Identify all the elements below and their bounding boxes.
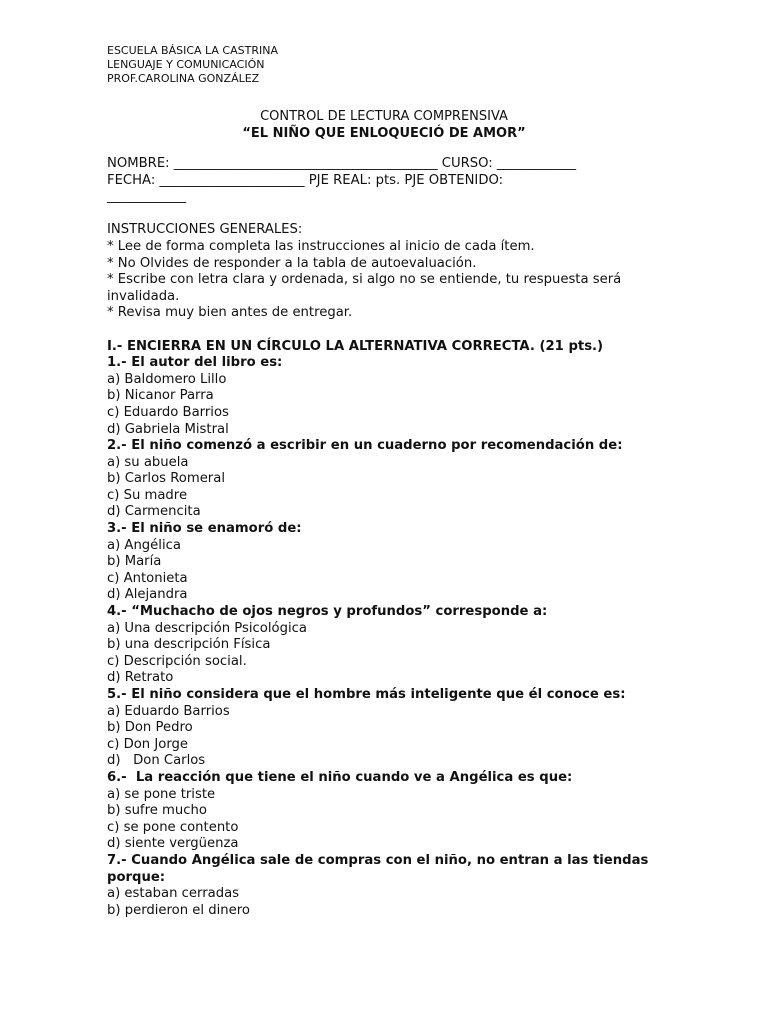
option: a) estaban cerradas	[107, 886, 240, 902]
question-4: 4.- “Muchacho de ojos negros y profundos” corresponde a:	[107, 604, 548, 620]
option: a) su abuela	[107, 454, 189, 470]
option: c) Antonieta	[107, 570, 188, 586]
question-1: 1.- El autor del libro es:	[107, 355, 283, 371]
document-header	[107, 44, 278, 86]
instruction-item: * Escribe con letra clara y ordenada, si algo no se entiende, tu respuesta será invalidada.	[107, 272, 622, 304]
form-line-score: ____________	[107, 189, 187, 205]
option: b) Don Pedro	[107, 720, 193, 736]
school-name: ESCUELA BÁSICA LA CASTRINA	[107, 44, 278, 57]
option: a) Eduardo Barrios	[107, 703, 230, 719]
question-3: 3.- El niño se enamoró de:	[107, 521, 302, 537]
option: b) una descripción Física	[107, 637, 271, 653]
instructions-heading: INSTRUCCIONES GENERALES:	[107, 222, 303, 238]
title-block	[0, 108, 768, 142]
instruction-item: * No Olvides de responder a la tabla de autoevaluación.	[107, 255, 477, 271]
section-heading: I.- ENCIERRA EN UN CÍRCULO LA ALTERNATIVA CORRECTA. (21 pts.)	[107, 338, 604, 354]
option: c) Descripción social.	[107, 653, 247, 669]
option: c) Su madre	[107, 487, 188, 503]
option: d) Alejandra	[107, 587, 188, 603]
document-title: CONTROL DE LECTURA COMPRENSIVA	[260, 109, 508, 124]
option: d) Gabriela Mistral	[107, 421, 229, 437]
option: b) María	[107, 554, 162, 570]
option: d) Carmencita	[107, 504, 201, 520]
document-body	[107, 156, 667, 919]
option: a) se pone triste	[107, 786, 216, 802]
instruction-item: * Revisa muy bien antes de entregar.	[107, 305, 353, 321]
option: d) siente vergüenza	[107, 836, 239, 852]
option: c) Don Jorge	[107, 736, 188, 752]
option: d) Don Carlos	[107, 753, 206, 769]
question-6: 6.- La reacción que tiene el niño cuando ve a Angélica es que:	[107, 769, 573, 785]
option: c) se pone contento	[107, 819, 239, 835]
option: b) sufre mucho	[107, 803, 207, 819]
option: a) Baldomero Lillo	[107, 371, 227, 387]
option: b) perdieron el dinero	[107, 902, 250, 918]
subject-name: LENGUAJE Y COMUNICACIÓN	[107, 58, 265, 71]
question-2: 2.- El niño comenzó a escribir en un cuaderno por recomendación de:	[107, 438, 623, 454]
option: a) Una descripción Psicológica	[107, 620, 307, 636]
option: b) Carlos Romeral	[107, 471, 225, 487]
option: b) Nicanor Parra	[107, 388, 214, 404]
option: d) Retrato	[107, 670, 174, 686]
question-5: 5.- El niño considera que el hombre más inteligente que él conoce es:	[107, 687, 626, 702]
question-7: 7.- Cuando Angélica sale de compras con el niño, no entran a las tiendas porque:	[107, 852, 649, 885]
document-subtitle: “EL NIÑO QUE ENLOQUECIÓ DE AMOR”	[242, 126, 526, 141]
form-line-name: NOMBRE: ________________________________________ CURSO: ____________	[107, 156, 577, 171]
form-line-date: FECHA: ______________________ PJE REAL: pts. PJE OBTENIDO:	[107, 172, 504, 188]
option: a) Angélica	[107, 537, 181, 553]
instruction-item: * Lee de forma completa las instrucciones al inicio de cada ítem.	[107, 238, 535, 254]
option: c) Eduardo Barrios	[107, 404, 229, 420]
teacher-name: PROF.CAROLINA GONZÁLEZ	[107, 72, 260, 85]
